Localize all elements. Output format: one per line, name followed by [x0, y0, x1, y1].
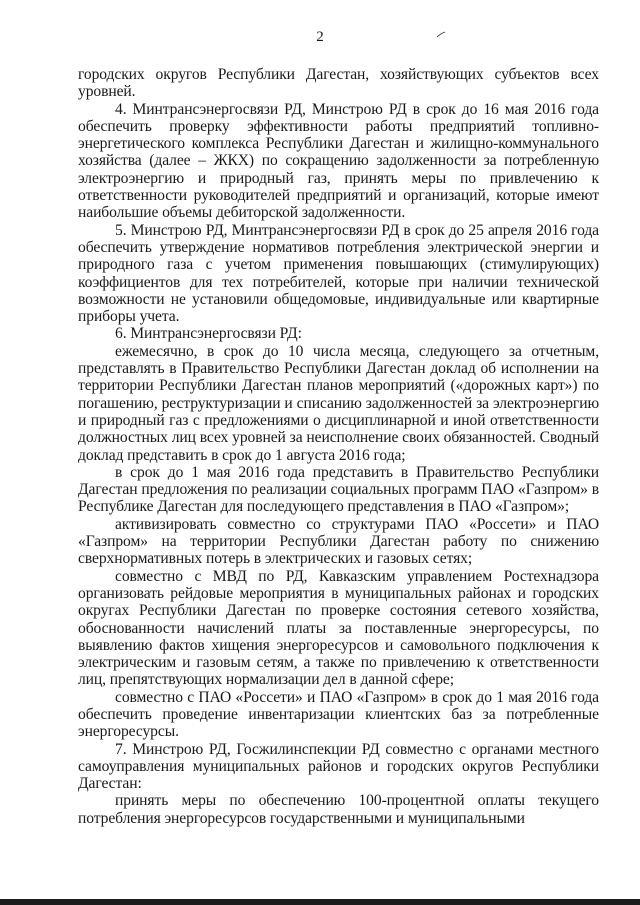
paragraph-item-7: 7. Минстрою РД, Госжилинспекции РД совместно с органами местного самоуправления муниципальных районов и городских округов Республики Дагестан:: [78, 740, 599, 793]
paragraph-inventory: совместно с ПАО «Россети» и ПАО «Газпром» в срок до 1 мая 2016 года обеспечить проведение инвентаризации клиентских баз за потребленные энергоресурсы.: [78, 688, 599, 741]
paragraph-social-programs: в срок до 1 мая 2016 года представить в Правительство Республики Дагестан предложения по реализации социальных программ ПАО «Газпром» в Республике Дагестан для последующего представления в ПАО «Газпром»;: [78, 463, 599, 516]
document-body: [78, 66, 599, 827]
paragraph-payment-measures: принять меры по обеспечению 100-процентной оплаты текущего потребления энергоресурсов государственными и муниципальными: [78, 792, 599, 827]
paragraph-item-5: 5. Минстрою РД, Минтрансэнергосвязи РД в срок до 25 апреля 2016 года обеспечить утверждение нормативов потребления электрической энергии и природного газа с учетом применения повышающих (стимулирующих) коэффициентов для тех потребителей, которые при наличии технической возможности не установили общедомовые, индивидуальные или квартирные приборы учета.: [78, 221, 599, 326]
paragraph-monthly-report: ежемесячно, в срок до 10 числа месяца, следующего за отчетным, представлять в Правительство Республики Дагестан доклад об исполнении на территории Республики Дагестан планов мероприятий («дорожных карт») по погашению, реструктуризации и списанию задолженностей за электроэнергию и природный газ с предложениями о дисциплинарной и иной ответственности должностных лиц всех уровней за неисполнение своих обязанностей. Сводный доклад представить в срок до 1 августа 2016 года;: [78, 342, 599, 464]
paragraph-continuation: городских округов Республики Дагестан, хозяйствующих субъектов всех уровней.: [78, 66, 599, 101]
paragraph-loss-reduction: активизировать совместно со структурами ПАО «Россети» и ПАО «Газпром» на территории Республики Дагестан работу по снижению сверхнормативных потерь в электрических и газовых сетях;: [78, 515, 599, 568]
paragraph-item-6-heading: 6. Минтрансэнергосвязи РД:: [115, 325, 302, 343]
pen-mark: [436, 31, 446, 38]
scan-bottom-edge: [0, 899, 640, 905]
paragraph-item-4: 4. Минтрансэнергосвязи РД, Минстрою РД в срок до 16 мая 2016 года обеспечить проверку эффективности работы предприятий топливно-энергетического комплекса Республики Дагестан и жилищно-коммунального хозяйства (далее – ЖКХ) по сокращению задолженности за потребленную электроэнергию и природный газ, принять меры по привлечению к ответственности руководителей предприятий и организаций, которые имеют наибольшие объемы дебиторской задолженности.: [78, 100, 599, 222]
paragraph-inspections: совместно с МВД по РД, Кавказским управлением Ростехнадзора организовать рейдовые мероприятия в муниципальных районах и городских округах Республики Дагестан по проверке состояния сетевого хозяйства, обоснованности начислений платы за поставленные энергоресурсы, по выявлению фактов хищения энергоресурсов и самовольного подключения к электрическим и газовым сетям, а также по привлечению к ответственности лиц, препятствующих нормализации дел в данной сфере;: [78, 567, 599, 689]
page-number: 2: [316, 29, 324, 45]
